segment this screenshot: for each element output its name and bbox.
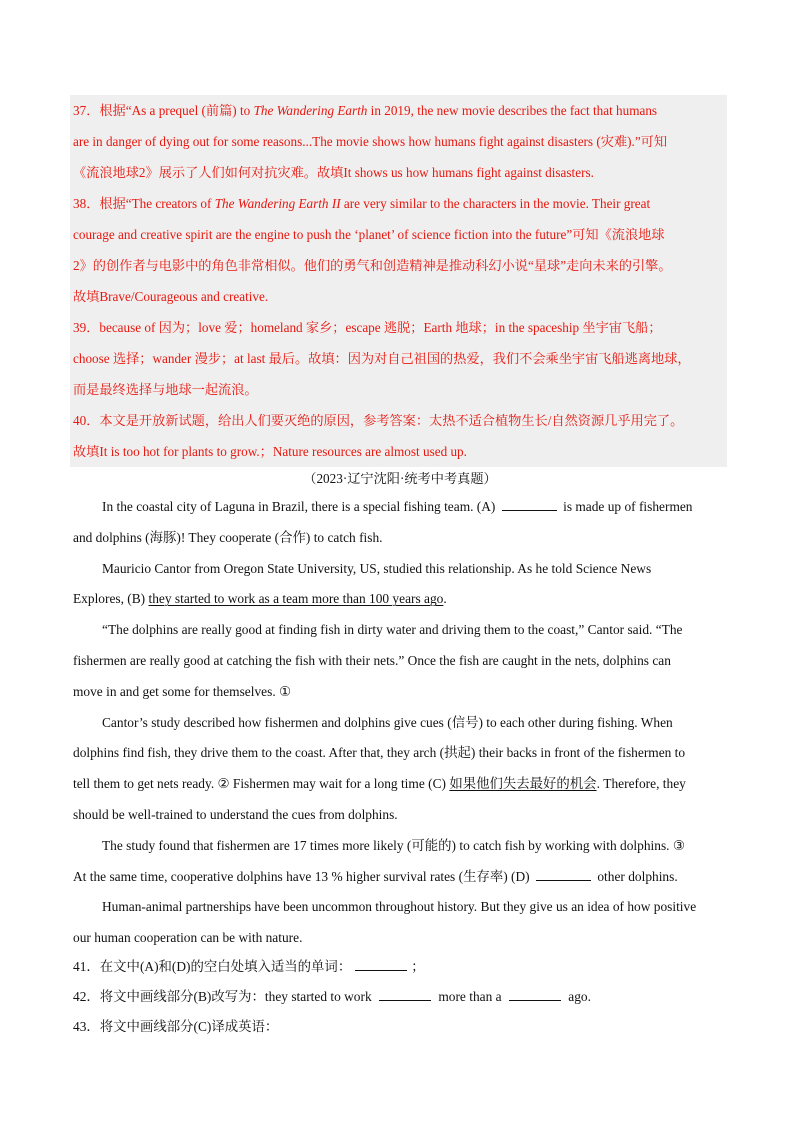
underlined-part-c: 如果他们失去最好的机会: [449, 776, 597, 792]
paragraph-2-line-1: Mauricio Cantor from Oregon State University, US, studied this relationship. As he told Science News: [102, 560, 652, 576]
answer-38-line-4: 故填Brave/Courageous and creative.: [73, 289, 269, 304]
paragraph-1-line-2: and dolphins (海豚)! They cooperate (合作) to catch fish.: [73, 529, 383, 545]
paragraph-6-line-1: Human-animal partnerships have been uncommon throughout history. But they give us an idea of how positive: [102, 899, 697, 915]
answer-blank-41[interactable]: [355, 957, 407, 971]
paragraph-4-line-1: Cantor’s study described how fishermen and dolphins give cues (信号) to each other during fishing. When: [102, 714, 673, 730]
exam-source-label: （2023·辽宁沈阳·统考中考真题）: [303, 471, 497, 486]
answer-39-line-3: 而是最终选择与地球一起流浪。: [73, 382, 258, 397]
movie-title: The Wandering Earth: [253, 103, 368, 118]
questions-section: [73, 952, 728, 1042]
answer-39-line-2: choose 选择；wander 漫步；at last 最后。故填：因为对自己祖国的热爱，我们不会乘坐宇宙飞船逃离地球，: [73, 351, 691, 366]
answer-39-line-1: 39．because of 因为；love 爱；homeland 家乡；escape 逃脱；Earth 地球；in the spaceship 坐宇宙飞船；: [73, 320, 662, 335]
paragraph-1-line-1: In the coastal city of Laguna in Brazil, there is a special fishing team. (A) is made up of fishermen: [102, 499, 693, 514]
underlined-part-b: they started to work as a team more than 100 years ago: [148, 591, 444, 607]
blank-d: [536, 868, 591, 881]
paragraph-6-line-2: our human cooperation can be with nature.: [73, 930, 303, 946]
paragraph-3-line-1: “The dolphins are really good at finding fish in dirty water and driving them to the coast,” Cantor said. “The: [102, 622, 683, 638]
answer-37-line-3: 《流浪地球2》展示了人们如何对抗灾难。故填It shows us how humans fight against disasters.: [73, 165, 594, 180]
answer-38-line-3: 2》的创作者与电影中的角色非常相似。他们的勇气和创造精神是推动科幻小说“星球”走向未来的引擎。: [73, 258, 672, 273]
question-41: 41．在文中(A)和(D)的空白处填入适当的单词： ；: [73, 959, 425, 974]
answer-blank-42-2[interactable]: [509, 987, 561, 1001]
paragraph-5-line-1: The study found that fishermen are 17 times more likely (可能的) to catch fish by working with dolphins. ③: [102, 837, 685, 853]
movie-title: The Wandering Earth II: [214, 196, 341, 211]
answer-40-line-2: 故填It is too hot for plants to grow.；Nature resources are almost used up.: [73, 444, 467, 459]
reading-passage: [73, 492, 728, 954]
answer-38-line-1: 38．根据“The creators of The Wandering Earth II are very similar to the characters in the movie. Their great: [73, 196, 651, 211]
blank-a: [502, 498, 557, 511]
paragraph-3-line-3: move in and get some for themselves. ①: [73, 683, 292, 699]
paragraph-4-line-2: dolphins find fish, they drive them to the coast. After that, they arch (拱起) their backs in front of the fishermen to: [73, 745, 686, 761]
paragraph-4-line-4: should be well-trained to understand the cues from dolphins.: [73, 806, 398, 822]
answer-38-line-2: courage and creative spirit are the engine to push the ‘planet’ of science fiction into the future”可知《流浪地球: [73, 227, 665, 242]
paragraph-3-line-2: fishermen are really good at catching the fish with their nets.” Once the fish are caught in the nets, dolphins can: [73, 652, 671, 668]
answer-key-section: [70, 95, 727, 467]
question-43: 43．将文中画线部分(C)译成英语：: [73, 1019, 279, 1034]
paragraph-2-line-2: Explores, (B) they started to work as a team more than 100 years ago.: [73, 591, 447, 607]
paragraph-4-line-3: tell them to get nets ready. ② Fishermen may wait for a long time (C) 如果他们失去最好的机会. Therefore, they: [73, 776, 686, 792]
answer-37-line-1: 37．根据“As a prequel (前篇) to The Wandering Earth in 2019, the new movie describes the fact that humans: [73, 103, 658, 118]
answer-blank-42-1[interactable]: [379, 987, 431, 1001]
answer-37-line-2: are in danger of dying out for some reasons...The movie shows how humans fight against disasters (灾难).”可知: [73, 134, 668, 149]
question-42: 42．将文中画线部分(B)改写为：they started to work more than a ago.: [73, 989, 591, 1004]
answer-40-line-1: 40．本文是开放新试题，给出人们要灭绝的原因，参考答案：太热不适合植物生长/自然资源几乎用完了。: [73, 413, 684, 428]
paragraph-5-line-2: At the same time, cooperative dolphins have 13 % higher survival rates (生存率) (D) other dolphins.: [73, 868, 678, 884]
